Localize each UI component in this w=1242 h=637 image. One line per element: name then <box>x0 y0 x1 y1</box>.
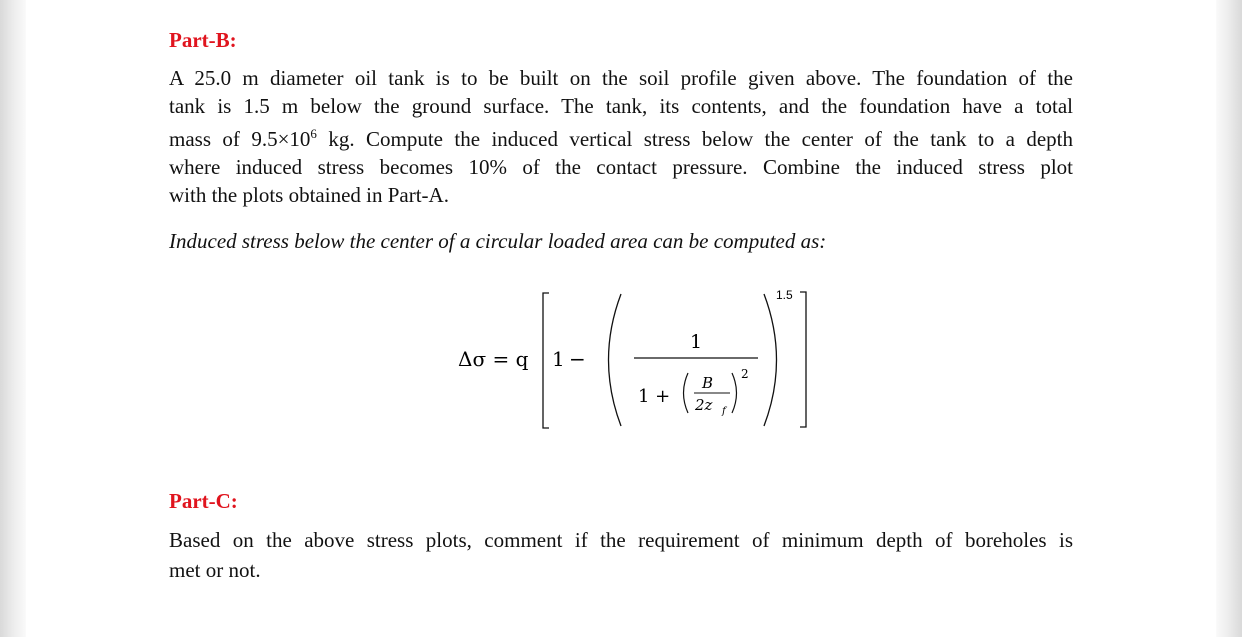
formula-one: 1 <box>552 347 565 371</box>
formula-minus: − <box>569 347 586 371</box>
outer-left-bracket <box>543 293 549 428</box>
part-c-heading: Part-C: <box>169 489 238 513</box>
formula-exponent: 1.5 <box>776 288 793 302</box>
formula-f-subscript: f <box>722 406 726 417</box>
formula-square: 2 <box>741 367 749 381</box>
part-b-line-3 <box>169 120 1073 153</box>
part-c-line-2: met or not. <box>169 558 261 582</box>
outer-right-bracket <box>800 292 806 427</box>
stress-formula <box>446 280 846 440</box>
formula-denominator-prefix: 1 + <box>638 386 671 407</box>
mass-text: mass of 9.5×10 <box>169 127 311 151</box>
inner-right-paren <box>732 373 737 413</box>
formula-lhs: Δσ = q <box>458 347 529 371</box>
part-b-line-5: with the plots obtained in Part-A. <box>169 183 449 207</box>
page-shadow-right <box>1216 0 1242 637</box>
part-b-heading: Part-B: <box>169 28 237 52</box>
outer-left-paren <box>609 294 622 426</box>
formula-svg <box>446 280 846 440</box>
part-b-line-2: tank is 1.5 m below the ground surface. The tank, its contents, and the foundation have a total <box>169 94 1073 118</box>
outer-right-paren <box>764 294 777 426</box>
formula-numerator: 1 <box>690 331 703 353</box>
part-c-line-1: Based on the above stress plots, comment if the requirement of minimum depth of boreholes is <box>169 528 1073 552</box>
inner-left-paren <box>684 373 689 413</box>
mass-exponent: 6 <box>310 126 317 141</box>
formula-intro: Induced stress below the center of a circular loaded area can be computed as: <box>169 229 827 253</box>
part-b-line-1: A 25.0 m diameter oil tank is to be built on the soil profile given above. The foundation of the <box>169 66 1073 90</box>
part-b-line-4: where induced stress becomes 10% of the contact pressure. Combine the induced stress plot <box>169 155 1073 179</box>
formula-b: B <box>702 374 714 392</box>
mass-text-rest: kg. Compute the induced vertical stress below the center of the tank to a depth <box>316 127 1073 151</box>
part-b-paragraph <box>169 64 1073 209</box>
document-page <box>26 0 1216 637</box>
part-c-paragraph <box>169 525 1073 585</box>
page-shadow-left <box>0 0 26 637</box>
formula-2z: 2z <box>695 396 713 414</box>
